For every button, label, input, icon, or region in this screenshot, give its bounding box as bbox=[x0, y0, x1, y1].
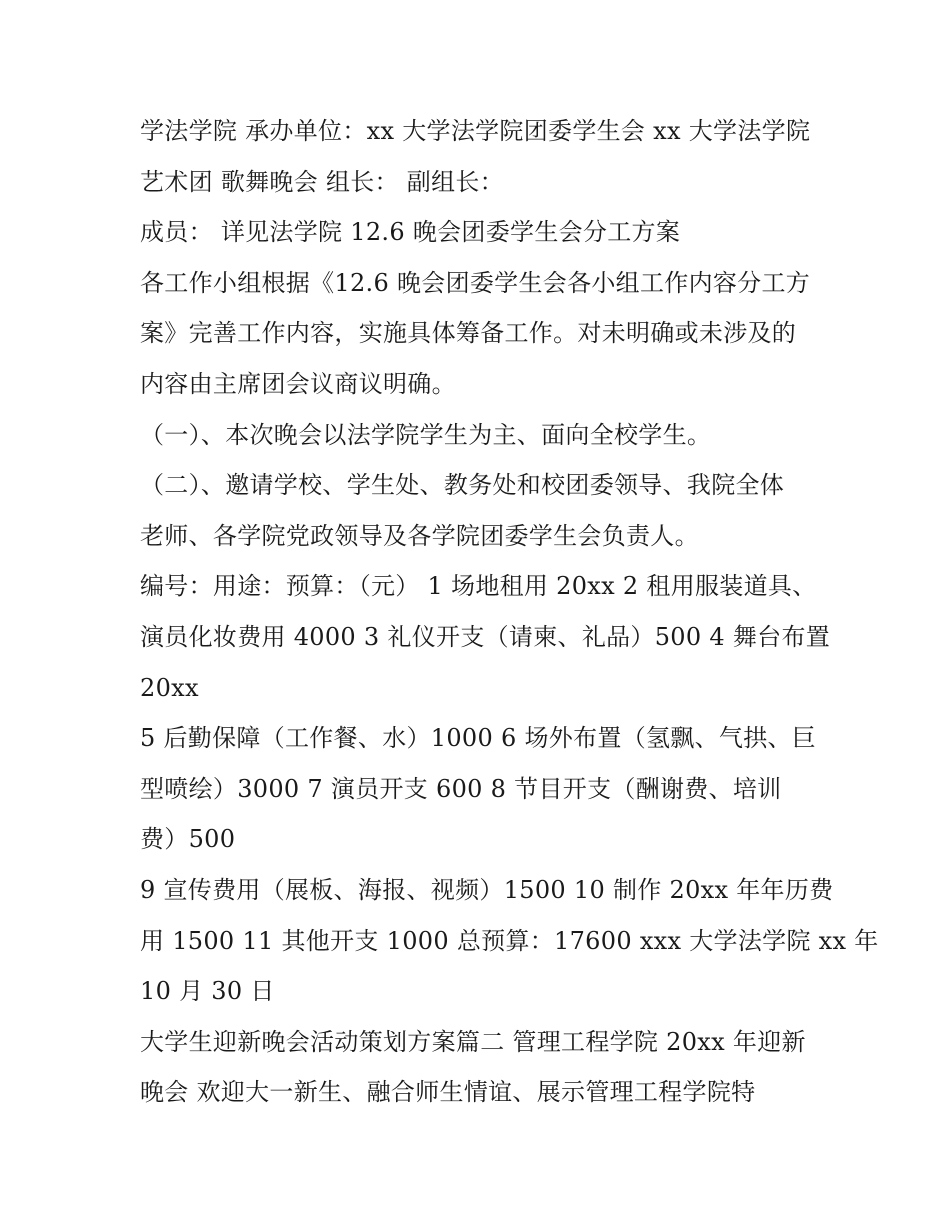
text-line: （二）、邀请学校、学生处、教务处和校团委领导、我院全体 bbox=[140, 471, 785, 500]
text-line: 编号：用途：预算：（元） 1 场地租用 20xx 2 租用服装道具、 bbox=[140, 572, 817, 601]
text-line: 内容由主席团会议商议明确。 bbox=[140, 369, 456, 398]
text-line: 案》完善工作内容，实施具体筹备工作。对未明确或未涉及的 bbox=[140, 319, 797, 348]
text-line: 费）500 bbox=[140, 825, 236, 854]
text-line: 演员化妆费用 4000 3 礼仪开支（请柬、礼品）500 4 舞台布置 bbox=[140, 622, 831, 651]
text-line: 成员： 详见法学院 12.6 晚会团委学生会分工方案 bbox=[140, 218, 681, 247]
text-line: 型喷绘）3000 7 演员开支 600 8 节目开支（酬谢费、培训 bbox=[140, 774, 782, 803]
text-line: 大学生迎新晚会活动策划方案篇二 管理工程学院 20xx 年迎新 bbox=[140, 1027, 806, 1056]
text-line: 各工作小组根据《12.6 晚会团委学生会各小组工作内容分工方 bbox=[140, 268, 811, 297]
document-body bbox=[140, 106, 879, 1118]
text-line: 艺术团 歌舞晚会 组长： 副组长： bbox=[140, 167, 504, 196]
text-line: 9 宣传费用（展板、海报、视频）1500 10 制作 20xx 年年历费 bbox=[140, 875, 834, 904]
text-line: 晚会 欢迎大一新生、融合师生情谊、展示管理工程学院特 bbox=[140, 1078, 756, 1107]
text-line: 5 后勤保障（工作餐、水）1000 6 场外布置（氢飘、气拱、巨 bbox=[140, 724, 817, 753]
text-line: 学法学院 承办单位：xx 大学法学院团委学生会 xx 大学法学院 bbox=[140, 117, 811, 145]
text-line: （一）、本次晚会以法学院学生为主、面向全校学生。 bbox=[140, 420, 712, 449]
text-line: 20xx bbox=[140, 673, 199, 702]
text-line: 老师、各学院党政领导及各学院团委学生会负责人。 bbox=[140, 521, 699, 550]
text-line: 10 月 30 日 bbox=[140, 977, 275, 1006]
text-line: 用 1500 11 其他开支 1000 总预算：17600 xxx 大学法学院 xx 年 bbox=[140, 926, 879, 955]
